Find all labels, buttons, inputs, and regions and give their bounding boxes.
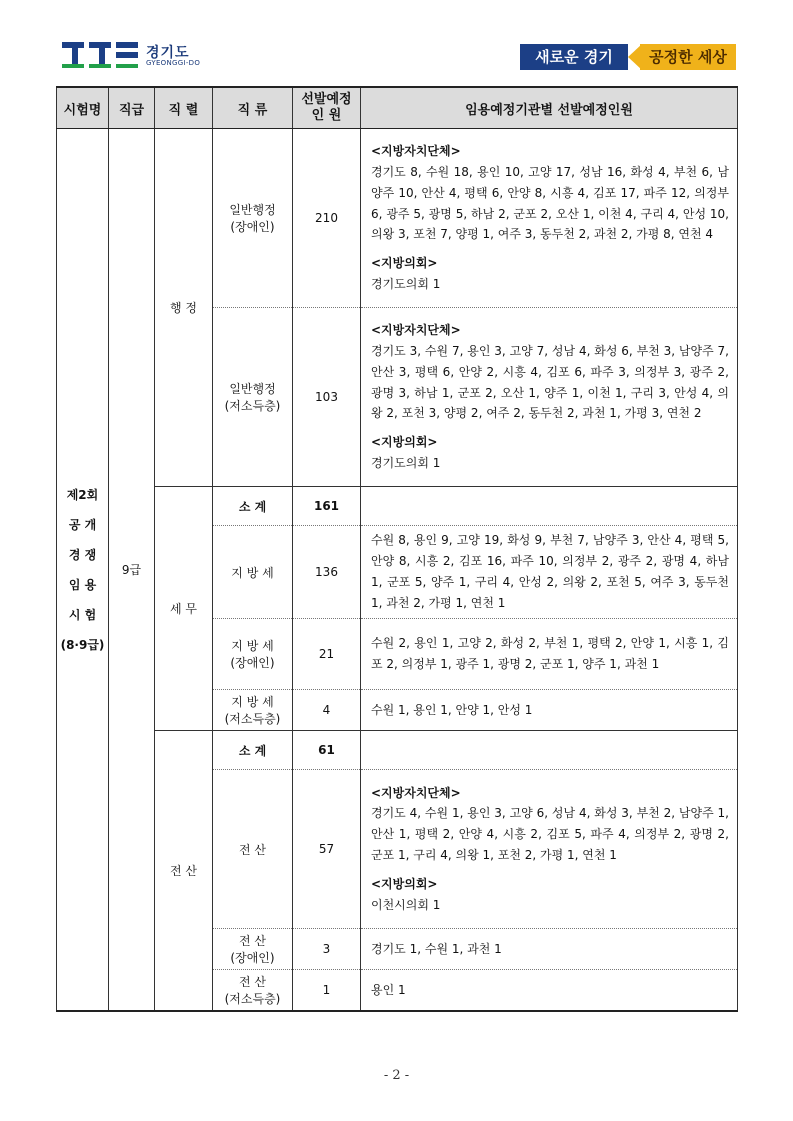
table-header-row	[57, 87, 738, 129]
header-series: 직 렬	[155, 87, 213, 129]
count-cell: 21	[293, 619, 361, 690]
type-line: (저소득층)	[224, 399, 281, 413]
subtotal-label: 소 계	[213, 487, 293, 526]
detail-text: 경기도 3, 수원 7, 용인 3, 고양 7, 성남 4, 화성 6, 부천 3, 남양주 7, 안산 3, 평택 6, 안양 2, 시흥 4, 김포 6, 파주 3, 의정부 3, 광주 2, 광명 3, 하남 1, 군포 2, 오산 1, 양주 1, 이천 1, 구리 3, 안성 4, 의왕 2, 포천 3, 양평 2, 여주 2, 동두천 2, 과천 1, 가평 3, 연천 2	[371, 344, 729, 421]
detail-cell	[361, 970, 738, 1012]
detail-section-title: <지방의회>	[371, 435, 438, 450]
detail-text: 수원 8, 용인 9, 고양 19, 화성 9, 부천 7, 남양주 3, 안산 4, 평택 5, 안양 8, 시흥 2, 김포 16, 파주 10, 의정부 2, 광주 2, 광명 4, 하남 1, 군포 5, 양주 1, 구리 4, 안성 2, 의왕 2, 포천 5, 여주 3, 동두천 1, 과천 2, 가평 1, 연천 1	[371, 533, 729, 610]
count-cell: 4	[293, 690, 361, 731]
logo-subtext: GYEONGGI-DO	[146, 59, 201, 67]
exam-name-cell	[57, 129, 109, 1012]
detail-cell	[361, 619, 738, 690]
type-line: (장애인)	[230, 951, 275, 965]
detail-section-title: <지방자치단체>	[371, 323, 461, 338]
type-line: 지 방 세	[231, 695, 274, 709]
count-cell: 1	[293, 970, 361, 1012]
subtotal-count: 61	[293, 731, 361, 770]
header-grade: 직급	[109, 87, 155, 129]
detail-text: 경기도 8, 수원 18, 용인 10, 고양 17, 성남 16, 화성 4, 부천 6, 남양주 10, 안산 4, 평택 6, 안양 8, 시흥 4, 김포 17, 파주 12, 의정부 6, 광주 5, 광명 5, 하남 2, 군포 2, 오산 1, 이천 4, 구리 4, 안성 10, 의왕 3, 포천 7, 양평 1, 여주 3, 동두천 2, 과천 2, 가평 8, 연천 4	[371, 165, 729, 242]
detail-text: 경기도 1, 수원 1, 과천 1	[371, 941, 502, 956]
table-row	[57, 129, 738, 308]
slogan-right: 공정한 세상	[640, 44, 736, 70]
type-cell: 지 방 세	[213, 526, 293, 619]
exam-name-line: 경 쟁	[68, 547, 97, 562]
type-line: 전 산	[239, 975, 266, 989]
recruitment-table	[56, 86, 738, 1012]
series-tax-cell: 세 무	[155, 487, 213, 731]
type-line: 일반행정	[229, 382, 276, 396]
detail-text: 경기도의회 1	[371, 455, 441, 470]
type-line: (저소득층)	[224, 992, 281, 1006]
detail-text: 용인 1	[371, 982, 406, 997]
type-cell	[213, 619, 293, 690]
header-count-line1: 선발예정	[301, 92, 352, 107]
page-number: - 2 -	[383, 1068, 410, 1083]
count-cell: 57	[293, 770, 361, 929]
detail-cell	[361, 129, 738, 308]
count-cell: 136	[293, 526, 361, 619]
type-cell	[213, 690, 293, 731]
detail-text: 경기도의회 1	[371, 276, 441, 291]
type-cell: 전 산	[213, 770, 293, 929]
subtotal-count: 161	[293, 487, 361, 526]
detail-section-title: <지방자치단체>	[371, 785, 461, 800]
type-cell	[213, 929, 293, 970]
detail-cell	[361, 690, 738, 731]
count-cell: 103	[293, 308, 361, 487]
type-line: (장애인)	[230, 656, 275, 670]
exam-name-line: (8·9급)	[60, 637, 105, 652]
exam-name-line: 제2회	[66, 487, 99, 502]
detail-cell-empty	[361, 487, 738, 526]
logo-text: 경기도	[146, 45, 190, 61]
gyeonggi-logo	[62, 40, 212, 70]
type-cell	[213, 129, 293, 308]
type-cell	[213, 308, 293, 487]
page-header	[0, 0, 793, 80]
header-count-line2: 인 원	[311, 108, 342, 123]
detail-cell	[361, 308, 738, 487]
type-line: 일반행정	[229, 203, 276, 217]
exam-name-line: 임 용	[68, 577, 97, 592]
detail-cell	[361, 929, 738, 970]
detail-cell	[361, 770, 738, 929]
detail-cell	[361, 526, 738, 619]
slogan-left: 새로운 경기	[520, 44, 628, 70]
count-cell: 3	[293, 929, 361, 970]
detail-text: 이천시의회 1	[371, 897, 441, 912]
header-exam: 시험명	[57, 87, 109, 129]
type-line: 지 방 세	[231, 639, 274, 653]
detail-text: 경기도 4, 수원 1, 용인 3, 고양 6, 성남 4, 화성 3, 부천 2, 남양주 1, 안산 1, 평택 2, 안양 4, 시흥 2, 김포 5, 파주 4, 의정부 2, 광명 2, 군포 1, 구리 4, 의왕 1, 포천 2, 가평 1, 연천 1	[371, 806, 729, 862]
exam-name-line: 공 개	[68, 517, 97, 532]
table-row	[57, 487, 738, 526]
detail-text: 수원 1, 용인 1, 안양 1, 안성 1	[371, 702, 533, 717]
count-cell: 210	[293, 129, 361, 308]
detail-text: 수원 2, 용인 1, 고양 2, 화성 2, 부천 1, 평택 2, 안양 1, 시흥 1, 김포 2, 의정부 1, 광주 1, 광명 2, 군포 1, 양주 1, 과천 1	[371, 636, 729, 671]
type-line: (장애인)	[230, 220, 275, 234]
type-line: 전 산	[239, 934, 266, 948]
detail-section-title: <지방자치단체>	[371, 144, 461, 159]
type-cell	[213, 970, 293, 1012]
gyeonggi-logo-icon	[62, 40, 142, 70]
detail-cell-empty	[361, 731, 738, 770]
detail-section-title: <지방의회>	[371, 256, 438, 271]
header-count	[293, 87, 361, 129]
detail-section-title: <지방의회>	[371, 876, 438, 891]
table-row	[57, 731, 738, 770]
header-type: 직 류	[213, 87, 293, 129]
exam-name-line: 시 험	[68, 607, 97, 622]
grade-cell: 9급	[109, 129, 155, 1012]
series-admin-cell: 행 정	[155, 129, 213, 487]
type-line: (저소득층)	[224, 712, 281, 726]
header-detail: 임용예정기관별 선발예정인원	[361, 87, 738, 129]
series-it-cell: 전 산	[155, 731, 213, 1012]
subtotal-label: 소 계	[213, 731, 293, 770]
